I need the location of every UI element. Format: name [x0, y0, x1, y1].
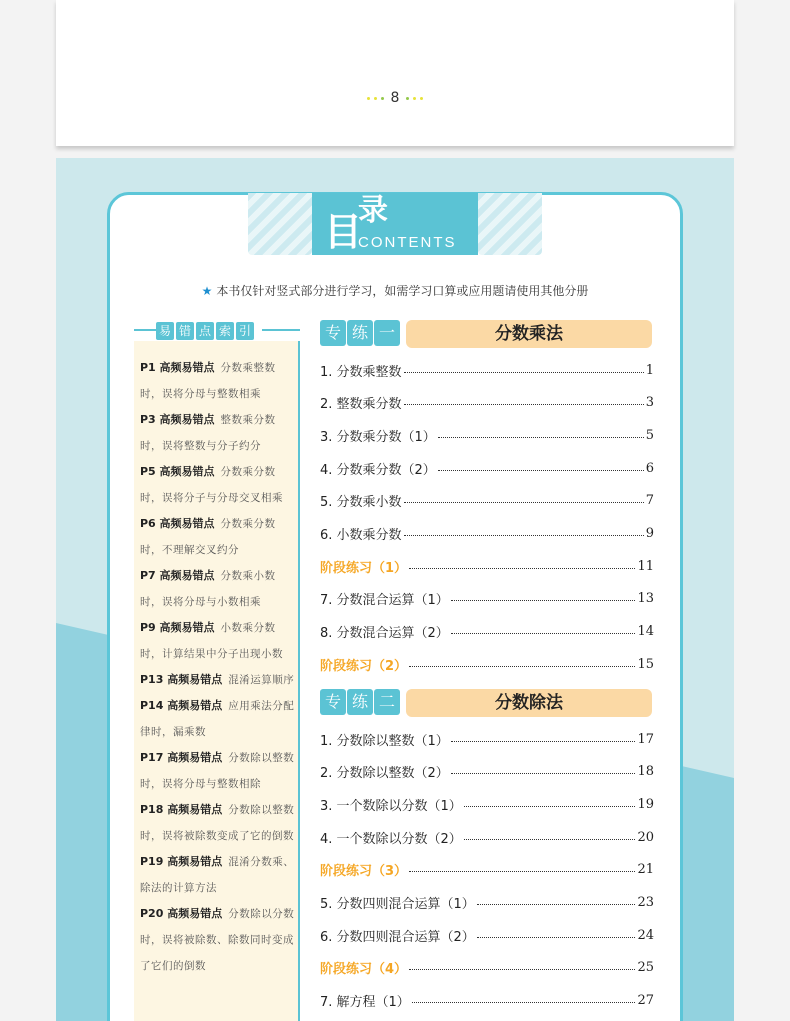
toc-row-page: 9 — [645, 526, 654, 541]
toc-row-page: 24 — [637, 927, 654, 943]
toc-row-label: 5. 分数四则混合运算（1） — [320, 897, 475, 912]
toc-dot-leader — [409, 871, 635, 872]
toc-row-page: 20 — [637, 829, 654, 845]
toc-row-page: 14 — [637, 624, 654, 640]
index-item — [140, 615, 296, 667]
index-item — [140, 563, 296, 615]
page-number: 8 — [390, 90, 400, 106]
section-chip: 专 — [320, 320, 346, 346]
index-item-head: P6 高频易错点 — [140, 517, 215, 530]
toc-dot-leader — [477, 937, 636, 938]
index-title-line-right — [262, 329, 300, 331]
banner-stripe-left — [248, 193, 312, 255]
banner-big-char: 目 — [324, 209, 363, 254]
index-item-head: P18 高频易错点 — [140, 803, 223, 816]
toc-row-label: 3. 一个数除以分数（1） — [320, 798, 462, 814]
toc-dot-leader — [404, 535, 644, 536]
index-item-head: P17 高频易错点 — [140, 751, 223, 764]
toc-row[interactable] — [320, 491, 654, 511]
index-item-head: P5 高频易错点 — [140, 465, 215, 478]
toc-row-page: 23 — [637, 895, 654, 910]
toc-row-page: 27 — [637, 993, 654, 1009]
toc-row-page: 18 — [637, 764, 654, 780]
index-list — [140, 355, 296, 979]
contents-card — [107, 192, 683, 1021]
section-title: 分数除法 — [406, 689, 652, 717]
previous-page — [56, 0, 734, 146]
index-item-head: P7 高频易错点 — [140, 569, 215, 582]
section-header — [320, 320, 563, 348]
toc-row-label: 阶段练习（4） — [320, 962, 408, 978]
index-item — [140, 849, 296, 901]
index-item-desc: 分数除以整数时，误将分母与整数相除 — [140, 752, 295, 790]
usage-note — [110, 282, 680, 299]
index-item-desc: 分数除以分数时，误将被除数、除数同时变成了它们的倒数 — [140, 908, 295, 972]
section-chip: 练 — [347, 320, 373, 346]
page-number-footer — [56, 90, 734, 106]
toc-dot-leader — [464, 806, 636, 807]
star-icon: ★ — [201, 284, 213, 298]
toc-row-label: 4. 一个数除以分数（2） — [320, 831, 462, 847]
toc-dot-leader — [451, 773, 636, 774]
index-title-char: 错 — [176, 322, 194, 340]
toc-row-page: 25 — [637, 960, 654, 976]
toc-row[interactable] — [320, 762, 654, 782]
toc-row-label: 阶段练习（3） — [320, 864, 408, 880]
section-chip: 练 — [347, 689, 373, 715]
toc-row-page: 7 — [645, 493, 654, 509]
banner-title-char: 录 — [358, 193, 388, 228]
toc-row-label: 3. 分数乘分数（1） — [320, 429, 436, 445]
toc-dot-leader — [438, 470, 644, 471]
index-item-desc: 分数乘整数时，误将分母与整数相乘 — [140, 362, 276, 400]
toc-row[interactable] — [320, 524, 654, 544]
index-item-desc: 混淆分数乘、除法的计算方法 — [140, 856, 295, 894]
toc-dot-leader — [412, 1002, 636, 1003]
index-item-desc: 整数乘分数时，误将整数与分子约分 — [140, 414, 276, 452]
toc-row-page: 11 — [637, 558, 654, 574]
toc-row[interactable] — [320, 827, 654, 847]
toc-stage-practice-row[interactable] — [320, 556, 654, 576]
toc-row-page: 1 — [645, 362, 654, 378]
toc-dot-leader — [409, 666, 635, 667]
toc-stage-practice-row[interactable] — [320, 958, 654, 978]
toc-row-label: 7. 分数混合运算（1） — [320, 593, 449, 609]
index-item-desc: 混淆运算顺序 — [228, 674, 295, 686]
toc-row[interactable] — [320, 991, 654, 1011]
index-item-desc: 分数乘小数时，误将分母与小数相乘 — [140, 570, 276, 608]
toc-row-page: 6 — [645, 460, 654, 476]
index-item-desc: 分数除以整数时，误将被除数变成了它的倒数 — [140, 804, 295, 842]
index-item — [140, 667, 296, 693]
toc-row[interactable] — [320, 589, 654, 609]
index-item-head: P14 高频易错点 — [140, 699, 223, 712]
toc-row-label: 阶段练习（2） — [320, 658, 408, 674]
left-dots-decoration — [365, 90, 386, 106]
toc-row[interactable] — [320, 622, 654, 642]
toc-row-label: 阶段练习（1） — [320, 560, 408, 576]
toc-row[interactable] — [320, 393, 654, 413]
toc-row-label: 1. 分数乘整数 — [320, 364, 402, 380]
toc-row[interactable] — [320, 794, 654, 814]
toc-row-page: 13 — [637, 591, 654, 607]
index-title-char: 易 — [156, 322, 174, 340]
toc-dot-leader — [438, 437, 644, 438]
toc-stage-practice-row[interactable] — [320, 654, 654, 674]
toc-row-page: 5 — [645, 427, 654, 443]
index-item-head: P3 高频易错点 — [140, 413, 215, 426]
index-item — [140, 355, 296, 407]
index-item-head: P19 高频易错点 — [140, 855, 223, 868]
toc-row-label: 1. 分数除以整数（1） — [320, 733, 449, 749]
index-title-line-left — [134, 329, 156, 331]
index-item — [140, 797, 296, 849]
toc-row-label: 2. 整数乘分数 — [320, 397, 402, 413]
toc-row-page: 3 — [645, 395, 654, 411]
banner-english-title: CONTENTS — [358, 234, 457, 251]
index-item-head: P20 高频易错点 — [140, 907, 223, 920]
toc-row-label: 2. 分数除以整数（2） — [320, 766, 449, 782]
toc-row-page: 21 — [637, 862, 654, 878]
index-title-char: 索 — [216, 322, 234, 340]
section-chip: 专 — [320, 689, 346, 715]
index-item — [140, 693, 296, 745]
toc-row[interactable] — [320, 925, 654, 945]
section-title: 分数乘法 — [406, 320, 652, 348]
index-item-desc: 分数乘分数时，误将分子与分母交叉相乘 — [140, 466, 283, 504]
index-item — [140, 901, 296, 979]
index-item-head: P13 高频易错点 — [140, 673, 223, 686]
toc-dot-leader — [451, 600, 636, 601]
toc-row-page: 15 — [637, 656, 654, 672]
toc-dot-leader — [451, 633, 636, 634]
banner-stripe-right — [478, 193, 542, 255]
toc-row[interactable] — [320, 729, 654, 749]
index-item — [140, 407, 296, 459]
toc-dot-leader — [451, 741, 636, 742]
section-chip: 一 — [374, 320, 400, 346]
index-title-char: 引 — [236, 322, 254, 340]
toc-dot-leader — [404, 372, 644, 373]
toc-dot-leader — [464, 839, 636, 840]
toc-dot-leader — [404, 404, 644, 405]
index-item-head: P9 高频易错点 — [140, 621, 215, 634]
index-title — [156, 320, 256, 340]
index-title-char: 点 — [196, 322, 214, 340]
index-item — [140, 745, 296, 797]
contents-page — [56, 158, 734, 1021]
section-header — [320, 689, 563, 717]
toc-stage-practice-row[interactable] — [320, 860, 654, 880]
index-item — [140, 459, 296, 511]
index-item — [140, 511, 296, 563]
toc-row-page: 17 — [637, 731, 654, 747]
toc-row-page: 19 — [637, 796, 654, 812]
toc-row-label: 6. 小数乘分数 — [320, 528, 402, 543]
usage-note-text: 本书仅针对竖式部分进行学习，如需学习口算或应用题请使用其他分册 — [216, 284, 589, 298]
toc-row-label: 8. 分数混合运算（2） — [320, 626, 449, 642]
toc-row[interactable] — [320, 893, 654, 913]
contents-banner — [312, 193, 478, 255]
right-dots-decoration — [404, 90, 425, 106]
toc-dot-leader — [409, 969, 635, 970]
toc-row[interactable] — [320, 360, 654, 380]
toc-dot-leader — [404, 502, 644, 503]
toc-row-label: 6. 分数四则混合运算（2） — [320, 929, 475, 945]
index-item-desc: 小数乘分数时，计算结果中分子出现小数 — [140, 622, 283, 660]
toc-row-label: 7. 解方程（1） — [320, 995, 410, 1011]
index-item-desc: 分数乘分数时，不理解交叉约分 — [140, 518, 276, 556]
index-item-head: P1 高频易错点 — [140, 361, 215, 374]
toc-row[interactable] — [320, 458, 654, 478]
section-chip: 二 — [374, 689, 400, 715]
toc-row-label: 5. 分数乘小数 — [320, 495, 402, 511]
toc-dot-leader — [477, 904, 636, 905]
index-item-desc: 应用乘法分配律时，漏乘数 — [140, 700, 295, 738]
toc-row[interactable] — [320, 425, 654, 445]
toc-row-label: 4. 分数乘分数（2） — [320, 462, 436, 478]
toc-dot-leader — [409, 568, 635, 569]
